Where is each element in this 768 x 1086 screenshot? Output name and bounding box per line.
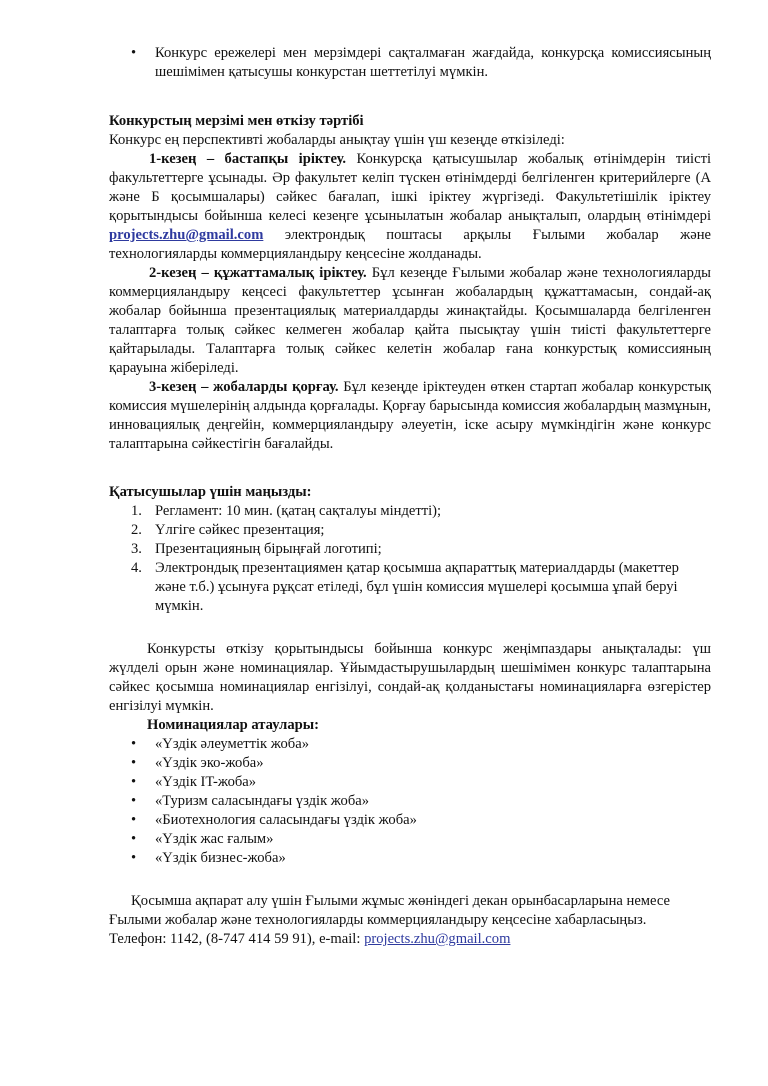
contact-paragraph: Қосымша ақпарат алу үшін Ғылыми жұмыс жөніндегі декан орынбасарларына немесе Ғылыми жобалар және технологияларды коммерцияландыру кеңсесіне хабарласыңыз.: [109, 893, 670, 928]
bullet-icon: •: [131, 755, 137, 771]
bullet-icon: •: [131, 831, 137, 847]
document-page: [109, 44, 711, 949]
rule-bullet-text: Конкурс ережелері мен мерзімдері сақталмаған жағдайда, конкурсқа комиссиясының шешімімен қатысушы конкурстан шеттетілуі мүмкін.: [155, 45, 711, 80]
list-item: 3. Презентацияның бірыңғай логотипі;: [131, 541, 382, 557]
list-item: • «Үздік жас ғалым»: [131, 831, 274, 847]
list-item: • «Үздік әлеуметтік жоба»: [131, 736, 310, 752]
bullet-icon: •: [131, 774, 137, 790]
email-link-stage1[interactable]: projects.zhu@gmail.com: [109, 227, 264, 243]
bullet-icon: •: [131, 812, 137, 828]
contact-phone-line: Телефон: 1142, (8-747 414 59 91), e-mail: projects.zhu@gmail.com: [109, 931, 511, 947]
rule-bullet: [109, 44, 711, 82]
list-item: 4. Электрондық презентациямен қатар қосымша ақпараттық материалдарды (макеттер және т.б.) ұсынуға рұқсат етіледі, бұл үшін комиссия мүшелері қосымша ұпай беруі мүмкін.: [131, 560, 679, 614]
list-item: 1. Регламент: 10 мин. (қатаң сақталуы міндетті);: [131, 503, 442, 519]
stage-2-paragraph: 2-кезең – құжаттамалық іріктеу. Бұл кезеңде Ғылыми жобалар және технологияларды коммерцияландыру кеңсесі факультеттер ұсынған жобалардың құжаттамасын, сондай-ақ жобалар бойынша презентациялық материалдарды жинақтайды. Қосымшаларда белгіленген талаптарға толық сәйкес келмеген жобалар қайта пысықтау үшін тиісті факультеттерге қайтарылады. Талаптарға толық сәйкес келетін жобалар ғана конкурстық комиссияның қарауына жіберіледі.: [109, 265, 711, 376]
list-item: • «Үздік IT-жоба»: [131, 774, 257, 790]
list-item: • «Үздік бизнес-жоба»: [131, 850, 286, 866]
stage-3-paragraph: 3-кезең – жобаларды қорғау. Бұл кезеңде іріктеуден өткен стартап жобалар конкурстық комиссия мүшелерінің алдында қорғалады. Қорғау барысында комиссия жобалардың мазмұнын, инновациялық деңгейін, коммерцияландыру әлеуетін, іске асыру мүмкіндігін және конкурс талаптарына сәйкестігін бағалайды.: [109, 379, 711, 452]
stage-2-title: 2-кезең – құжаттамалық іріктеу.: [149, 265, 367, 281]
email-link-contact[interactable]: projects.zhu@gmail.com: [364, 931, 511, 947]
section-heading-procedure: Конкурстың мерзімі мен өткізу тәртібі: [109, 113, 364, 129]
nominations-list: [109, 735, 711, 868]
bullet-icon: •: [131, 736, 137, 752]
list-item: • «Биотехнология саласындағы үздік жоба»: [131, 812, 417, 828]
important-list: [109, 502, 711, 616]
stage-1-paragraph: 1-кезең – бастапқы іріктеу. Конкурсқа қатысушылар жобалық өтінімдерін тиісті факультеттерге ұсынады. Әр факультет келіп түскен өтінімдерді белгіленген критерийлерге (А және Б қосымшалары) сәйкес бағалап, ішкі іріктеу жүргізеді. Факультетішілік іріктеу қорытындысы бойынша келесі кезеңге ұсынылатын жобалар анықталып, олардың өтінімдері projects.zhu@gmail.com электрондық поштасы арқылы Ғылыми жобалар және технологияларды коммерцияландыру кеңсесіне жолданады.: [109, 151, 712, 262]
list-item: 2. Үлгіге сәйкес презентация;: [131, 522, 325, 538]
procedure-intro: Конкурс ең перспективті жобаларды анықтау үшін үш кезеңде өткізіледі:: [109, 132, 565, 148]
stage-1-title: 1-кезең – бастапқы іріктеу.: [149, 151, 347, 167]
results-paragraph: Конкурсты өткізу қорытындысы бойынша конкурс жеңімпаздары анықталады: үш жүлделі орын және номинациялар. Ұйымдастырушылардың шешімімен конкурс талаптарына сәйкес қосымша номинациялар енгізілуі, сондай-ақ қолданыстағы номинацияларға өзгерістер енгізілуі мүмкін.: [109, 641, 711, 714]
bullet-icon: •: [131, 850, 137, 866]
bullet-icon: •: [131, 793, 137, 809]
section-heading-important: Қатысушылар үшін маңызды:: [109, 484, 312, 500]
list-item: • «Туризм саласындағы үздік жоба»: [131, 793, 370, 809]
list-item: • «Үздік эко-жоба»: [131, 755, 264, 771]
stage-3-title: 3-кезең – жобаларды қорғау.: [149, 379, 339, 395]
bullet-icon: •: [131, 45, 137, 61]
nominations-heading: Номинациялар атаулары:: [147, 717, 319, 733]
